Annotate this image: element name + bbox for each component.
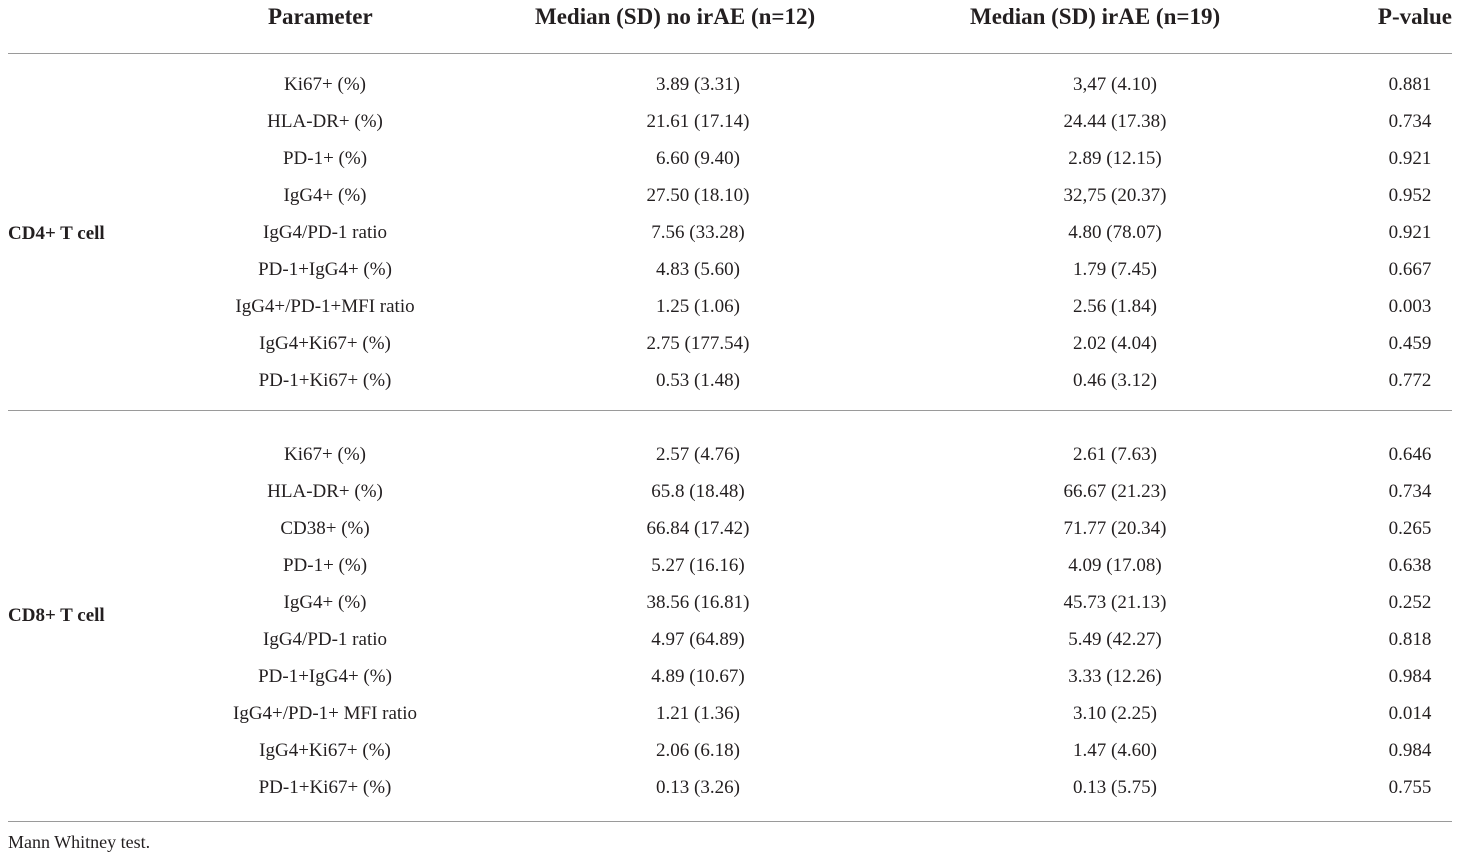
cell-parameter: IgG4+ (%) bbox=[283, 592, 367, 613]
results-table bbox=[8, 0, 1452, 822]
cell-median-irae: 5.49 (42.27) bbox=[1068, 629, 1162, 650]
cell-parameter: IgG4/PD-1 ratio bbox=[262, 629, 388, 650]
table-row bbox=[8, 109, 1452, 146]
cell-median-irae: 3.33 (12.26) bbox=[1068, 666, 1162, 687]
cell-p-value: 0.638 bbox=[1388, 555, 1432, 576]
table-row bbox=[8, 183, 1452, 220]
header-median-irae: Median (SD) irAE (n=19) bbox=[970, 4, 1221, 29]
table-row bbox=[8, 331, 1452, 368]
cell-parameter: Ki67+ (%) bbox=[284, 444, 366, 465]
cell-median-no-irae: 6.60 (9.40) bbox=[656, 148, 740, 169]
table-row bbox=[8, 220, 1452, 257]
group-cd8-t-cell bbox=[8, 411, 1452, 822]
cell-median-no-irae: 0.53 (1.48) bbox=[656, 370, 740, 391]
group-rows bbox=[8, 442, 1452, 812]
header-median-no-irae: Median (SD) no irAE (n=12) bbox=[535, 4, 816, 29]
cell-parameter: PD-1+ (%) bbox=[282, 148, 368, 169]
cell-median-irae: 2.89 (12.15) bbox=[1068, 148, 1162, 169]
cell-parameter: CD38+ (%) bbox=[280, 518, 370, 539]
header-p-value: P-value bbox=[1377, 4, 1452, 29]
group-cd4-t-cell bbox=[8, 54, 1452, 411]
cell-p-value: 0.014 bbox=[1388, 703, 1432, 724]
cell-median-irae: 0.46 (3.12) bbox=[1073, 370, 1157, 391]
cell-median-no-irae: 4.97 (64.89) bbox=[651, 629, 745, 650]
table-row bbox=[8, 775, 1452, 812]
group-rows bbox=[8, 72, 1452, 405]
cell-median-no-irae: 2.57 (4.76) bbox=[656, 444, 740, 465]
cell-parameter: PD-1+ (%) bbox=[282, 555, 368, 576]
cell-p-value: 0.984 bbox=[1388, 666, 1432, 687]
cell-p-value: 0.459 bbox=[1388, 333, 1432, 354]
cell-parameter: IgG4+Ki67+ (%) bbox=[259, 740, 391, 761]
cell-median-irae: 0.13 (5.75) bbox=[1073, 777, 1157, 798]
cell-p-value: 0.984 bbox=[1388, 740, 1432, 761]
cell-parameter: PD-1+Ki67+ (%) bbox=[258, 777, 392, 798]
cell-median-irae: 1.79 (7.45) bbox=[1073, 259, 1157, 280]
cell-median-irae: 45.73 (21.13) bbox=[1063, 592, 1167, 613]
cell-median-no-irae: 27.50 (18.10) bbox=[646, 185, 750, 206]
cell-median-no-irae: 4.83 (5.60) bbox=[656, 259, 740, 280]
cell-median-no-irae: 65.8 (18.48) bbox=[651, 481, 745, 502]
table-row bbox=[8, 442, 1452, 479]
cell-p-value: 0.003 bbox=[1388, 296, 1432, 317]
table-row bbox=[8, 479, 1452, 516]
cell-median-irae: 66.67 (21.23) bbox=[1063, 481, 1167, 502]
cell-median-irae: 3.10 (2.25) bbox=[1073, 703, 1157, 724]
cell-p-value: 0.921 bbox=[1388, 222, 1432, 243]
cell-median-no-irae: 38.56 (16.81) bbox=[646, 592, 750, 613]
table-row bbox=[8, 664, 1452, 701]
cell-parameter: IgG4+ (%) bbox=[283, 185, 367, 206]
cell-median-irae: 1.47 (4.60) bbox=[1073, 740, 1157, 761]
cell-median-irae: 2.61 (7.63) bbox=[1073, 444, 1157, 465]
cell-parameter: Ki67+ (%) bbox=[284, 74, 366, 95]
cell-parameter: IgG4+/PD-1+MFI ratio bbox=[235, 296, 415, 317]
cell-median-irae: 24.44 (17.38) bbox=[1063, 111, 1167, 132]
header-parameter: Parameter bbox=[268, 4, 373, 29]
cell-parameter: HLA-DR+ (%) bbox=[267, 111, 383, 132]
table-row bbox=[8, 516, 1452, 553]
cell-p-value: 0.667 bbox=[1388, 259, 1432, 280]
cell-parameter: IgG4+Ki67+ (%) bbox=[259, 333, 391, 354]
cell-p-value: 0.881 bbox=[1388, 74, 1432, 95]
cell-parameter: IgG4/PD-1 ratio bbox=[262, 222, 388, 243]
table-row bbox=[8, 553, 1452, 590]
cell-median-no-irae: 1.21 (1.36) bbox=[656, 703, 740, 724]
group-label: CD8+ T cell bbox=[8, 605, 105, 626]
cell-p-value: 0.772 bbox=[1388, 370, 1432, 391]
table-row bbox=[8, 368, 1452, 405]
cell-p-value: 0.252 bbox=[1388, 592, 1432, 613]
cell-median-no-irae: 4.89 (10.67) bbox=[651, 666, 745, 687]
cell-p-value: 0.755 bbox=[1388, 777, 1432, 798]
table-row bbox=[8, 146, 1452, 183]
cell-median-irae: 71.77 (20.34) bbox=[1063, 518, 1167, 539]
cell-median-irae: 2.56 (1.84) bbox=[1073, 296, 1157, 317]
cell-median-irae: 2.02 (4.04) bbox=[1073, 333, 1157, 354]
table-row bbox=[8, 294, 1452, 331]
cell-parameter: HLA-DR+ (%) bbox=[267, 481, 383, 502]
cell-median-no-irae: 2.06 (6.18) bbox=[656, 740, 740, 761]
cell-median-irae: 3,47 (4.10) bbox=[1073, 74, 1157, 95]
table-row bbox=[8, 701, 1452, 738]
cell-median-irae: 32,75 (20.37) bbox=[1063, 185, 1167, 206]
table-row bbox=[8, 627, 1452, 664]
cell-parameter: PD-1+IgG4+ (%) bbox=[258, 259, 392, 280]
cell-median-irae: 4.09 (17.08) bbox=[1068, 555, 1162, 576]
cell-p-value: 0.921 bbox=[1388, 148, 1432, 169]
cell-median-no-irae: 0.13 (3.26) bbox=[656, 777, 740, 798]
cell-p-value: 0.952 bbox=[1388, 185, 1432, 206]
table-row bbox=[8, 738, 1452, 775]
cell-median-no-irae: 21.61 (17.14) bbox=[646, 111, 750, 132]
table-row bbox=[8, 72, 1452, 109]
cell-median-no-irae: 66.84 (17.42) bbox=[646, 518, 750, 539]
table-row bbox=[8, 257, 1452, 294]
cell-median-no-irae: 1.25 (1.06) bbox=[656, 296, 740, 317]
cell-parameter: IgG4+/PD-1+ MFI ratio bbox=[233, 703, 417, 724]
table-row bbox=[8, 590, 1452, 627]
cell-median-irae: 4.80 (78.07) bbox=[1068, 222, 1162, 243]
cell-median-no-irae: 3.89 (3.31) bbox=[656, 74, 740, 95]
cell-p-value: 0.734 bbox=[1388, 481, 1432, 502]
cell-parameter: PD-1+Ki67+ (%) bbox=[258, 370, 392, 391]
table-header-row bbox=[8, 0, 1452, 54]
cell-p-value: 0.265 bbox=[1388, 518, 1432, 539]
group-label: CD4+ T cell bbox=[8, 223, 105, 244]
cell-p-value: 0.818 bbox=[1388, 629, 1432, 650]
cell-parameter: PD-1+IgG4+ (%) bbox=[258, 666, 392, 687]
cell-p-value: 0.646 bbox=[1388, 444, 1432, 465]
table-footnote: Mann Whitney test. bbox=[8, 832, 151, 852]
cell-median-no-irae: 2.75 (177.54) bbox=[646, 333, 750, 354]
cell-p-value: 0.734 bbox=[1388, 111, 1432, 132]
cell-median-no-irae: 7.56 (33.28) bbox=[651, 222, 745, 243]
cell-median-no-irae: 5.27 (16.16) bbox=[651, 555, 745, 576]
